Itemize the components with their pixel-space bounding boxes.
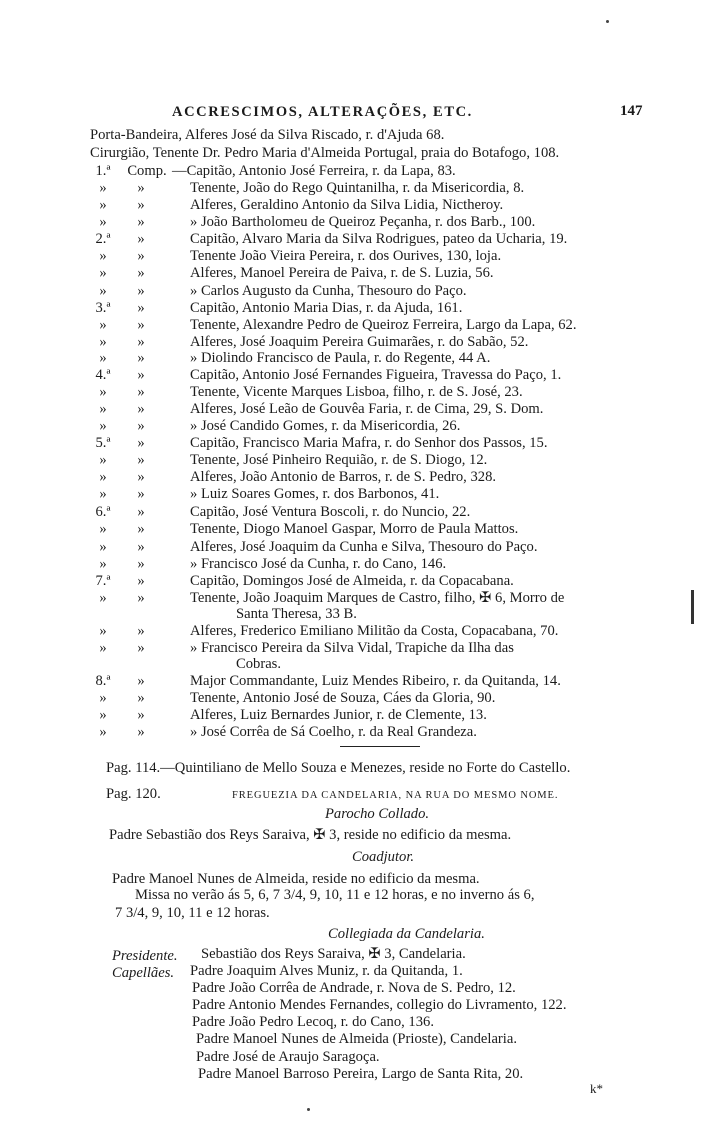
roster-entry: » Diolindo Francisco de Paula, r. do Regente, 44 A. xyxy=(190,350,491,366)
company-number: » xyxy=(99,334,107,350)
roster-entry: Tenente, João Joaquim Marques de Castro, filho, ✠ 6, Morro de xyxy=(190,590,565,606)
running-header: ACCRESCIMOS, ALTERAÇÕES, ETC. xyxy=(172,104,473,120)
roster-entry: Alferes, Luiz Bernardes Junior, r. de Clemente, 13. xyxy=(190,707,487,723)
roster-entry: Tenente João Vieira Pereira, r. dos Ourives, 130, loja. xyxy=(190,248,502,264)
company-column: » xyxy=(137,673,145,689)
company-column: » xyxy=(137,317,145,333)
company-column: » xyxy=(137,590,145,606)
company-number: 7.ª xyxy=(95,573,111,589)
roster-entry: Tenente, João do Rego Quintanilha, r. da Misericordia, 8. xyxy=(190,180,525,196)
roster-entry: Tenente, Vicente Marques Lisboa, filho, r. de S. José, 23. xyxy=(190,384,523,400)
capellaes-label: Capellães. xyxy=(112,965,175,981)
signature-mark: k* xyxy=(590,1081,603,1096)
company-number: » xyxy=(99,724,107,740)
presidente-line: Sebastião dos Reys Saraiva, ✠ 3, Candelaria. xyxy=(201,946,466,962)
company-column: » xyxy=(137,350,145,366)
speck xyxy=(606,20,609,23)
company-column: » xyxy=(137,418,145,434)
company-number: » xyxy=(99,707,107,723)
company-column: » xyxy=(137,283,145,299)
company-number: » xyxy=(99,214,107,230)
page-number: 147 xyxy=(620,103,643,119)
company-column: » xyxy=(137,435,145,451)
capellao-line: Padre João Pedro Lecoq, r. do Cano, 136. xyxy=(192,1014,434,1030)
capellao-line: Padre Antonio Mendes Fernandes, collegio do Livramento, 122. xyxy=(192,997,567,1013)
company-number: » xyxy=(99,265,107,281)
roster-entry: Capitão, José Ventura Boscoli, r. do Nuncio, 22. xyxy=(190,504,471,520)
company-number: 5.ª xyxy=(95,435,111,451)
company-number: » xyxy=(99,486,107,502)
company-number: » xyxy=(99,469,107,485)
capellao-line: Padre Joaquim Alves Muniz, r. da Quitanda, 1. xyxy=(190,963,463,979)
company-column: » xyxy=(137,231,145,247)
company-column: » xyxy=(137,214,145,230)
company-number: » xyxy=(99,539,107,555)
company-number: 1.ª xyxy=(95,163,111,179)
speck xyxy=(307,1108,310,1111)
company-number: » xyxy=(99,690,107,706)
company-number: 4.ª xyxy=(95,367,111,383)
company-column: » xyxy=(137,469,145,485)
company-number: » xyxy=(99,350,107,366)
company-number: » xyxy=(99,640,107,656)
company-column: » xyxy=(137,573,145,589)
roster-entry: » Luiz Soares Gomes, r. dos Barbonos, 41. xyxy=(190,486,440,502)
roster-entry: Tenente, Antonio José de Souza, Cáes da Gloria, 90. xyxy=(190,690,496,706)
company-number: » xyxy=(99,401,107,417)
roster-entry: Capitão, Antonio Maria Dias, r. da Ajuda, 161. xyxy=(190,300,463,316)
company-column: Comp. xyxy=(127,163,167,179)
company-number: » xyxy=(99,556,107,572)
roster-entry: Capitão, Antonio José Fernandes Figueira, Travessa do Paço, 1. xyxy=(190,367,562,383)
collegiada-heading: Collegiada da Candelaria. xyxy=(328,926,485,942)
presidente-label: Presidente. xyxy=(112,948,178,964)
company-column: » xyxy=(137,724,145,740)
company-column: » xyxy=(137,300,145,316)
company-column: » xyxy=(137,640,145,656)
freguezia-title: FREGUEZIA DA CANDELARIA, NA RUA DO MESMO NOME. xyxy=(232,790,559,801)
company-column: » xyxy=(137,452,145,468)
missa-line: 7 3/4, 9, 10, 11 e 12 horas. xyxy=(115,905,270,921)
company-number: » xyxy=(99,248,107,264)
roster-entry: » José Candido Gomes, r. da Misericordia, 26. xyxy=(190,418,461,434)
roster-entry: Alferes, Geraldino Antonio da Silva Lidia, Nictheroy. xyxy=(190,197,504,213)
roster-entry: Tenente, Diogo Manoel Gaspar, Morro de Paula Mattos. xyxy=(190,521,519,537)
capellao-line: Padre Manoel Barroso Pereira, Largo de Santa Rita, 20. xyxy=(198,1066,524,1082)
roster-entry: Alferes, José Joaquim da Cunha e Silva, Thesouro do Paço. xyxy=(190,539,538,555)
company-column: » xyxy=(137,623,145,639)
company-column: » xyxy=(137,248,145,264)
company-column: » xyxy=(137,334,145,350)
company-number: » xyxy=(99,197,107,213)
company-column: » xyxy=(137,504,145,520)
company-number: » xyxy=(99,590,107,606)
company-number: » xyxy=(99,418,107,434)
roster-entry: » José Corrêa de Sá Coelho, r. da Real Grandeza. xyxy=(190,724,477,740)
roster-entry: —Capitão, Antonio José Ferreira, r. da Lapa, 83. xyxy=(172,163,456,179)
coadjutor-line: Padre Manoel Nunes de Almeida, reside no edificio da mesma. xyxy=(112,871,480,887)
company-column: » xyxy=(137,265,145,281)
company-number: » xyxy=(99,384,107,400)
company-number: » xyxy=(99,521,107,537)
intro-line: Porta-Bandeira, Alferes José da Silva Riscado, r. d'Ajuda 68. xyxy=(90,127,445,143)
roster-entry: » Francisco Pereira da Silva Vidal, Trapiche da Ilha das xyxy=(190,640,514,656)
intro-line: Cirurgião, Tenente Dr. Pedro Maria d'Almeida Portugal, praia do Botafogo, 108. xyxy=(90,145,560,161)
roster-entry: Capitão, Francisco Maria Mafra, r. do Senhor dos Passos, 15. xyxy=(190,435,548,451)
pag120-label: Pag. 120. xyxy=(106,786,161,802)
section-divider xyxy=(340,746,420,747)
company-number: » xyxy=(99,283,107,299)
company-number: » xyxy=(99,180,107,196)
roster-entry: Alferes, Frederico Emiliano Militão da Costa, Copacabana, 70. xyxy=(190,623,559,639)
company-column: » xyxy=(137,521,145,537)
missa-line: Missa no verão ás 5, 6, 7 3/4, 9, 10, 11 e 12 horas, e no inverno ás 6, xyxy=(135,887,535,903)
parocho-line: Padre Sebastião dos Reys Saraiva, ✠ 3, reside no edificio da mesma. xyxy=(109,827,512,843)
roster-entry: Santa Theresa, 33 B. xyxy=(236,606,357,622)
roster-entry: Capitão, Domingos José de Almeida, r. da Copacabana. xyxy=(190,573,514,589)
roster-entry: Alferes, Manoel Pereira de Paiva, r. de S. Luzia, 56. xyxy=(190,265,494,281)
roster-entry: Tenente, Alexandre Pedro de Queiroz Ferreira, Largo da Lapa, 62. xyxy=(190,317,577,333)
roster-entry: » João Bartholomeu de Queiroz Peçanha, r. dos Barb., 100. xyxy=(190,214,536,230)
pag114-entry: Pag. 114.—Quintiliano de Mello Souza e Menezes, reside no Forte do Castello. xyxy=(106,760,571,776)
company-column: » xyxy=(137,486,145,502)
company-column: » xyxy=(137,367,145,383)
roster-entry: Alferes, João Antonio de Barros, r. de S. Pedro, 328. xyxy=(190,469,497,485)
company-number: » xyxy=(99,452,107,468)
parocho-heading: Parocho Collado. xyxy=(325,806,430,822)
company-column: » xyxy=(137,707,145,723)
company-number: 8.ª xyxy=(95,673,111,689)
company-column: » xyxy=(137,539,145,555)
roster-entry: Cobras. xyxy=(236,656,281,672)
roster-entry: » Carlos Augusto da Cunha, Thesouro do Paço. xyxy=(190,283,467,299)
margin-mark xyxy=(691,590,694,624)
company-column: » xyxy=(137,384,145,400)
roster-entry: Tenente, José Pinheiro Requião, r. de S. Diogo, 12. xyxy=(190,452,488,468)
capellao-line: Padre José de Araujo Saragoça. xyxy=(196,1049,380,1065)
roster-entry: » Francisco José da Cunha, r. do Cano, 146. xyxy=(190,556,447,572)
company-column: » xyxy=(137,180,145,196)
coadjutor-heading: Coadjutor. xyxy=(352,849,415,865)
company-column: » xyxy=(137,197,145,213)
company-number: » xyxy=(99,317,107,333)
company-number: 2.ª xyxy=(95,231,111,247)
company-column: » xyxy=(137,401,145,417)
roster-entry: Capitão, Alvaro Maria da Silva Rodrigues, pateo da Ucharia, 19. xyxy=(190,231,568,247)
company-number: 3.ª xyxy=(95,300,111,316)
capellao-line: Padre Manoel Nunes de Almeida (Prioste), Candelaria. xyxy=(196,1031,517,1047)
company-column: » xyxy=(137,690,145,706)
company-number: 6.ª xyxy=(95,504,111,520)
roster-entry: Alferes, José Leão de Gouvêa Faria, r. de Cima, 29, S. Dom. xyxy=(190,401,544,417)
capellao-line: Padre João Corrêa de Andrade, r. Nova de S. Pedro, 12. xyxy=(192,980,516,996)
roster-entry: Major Commandante, Luiz Mendes Ribeiro, r. da Quitanda, 14. xyxy=(190,673,561,689)
company-number: » xyxy=(99,623,107,639)
roster-entry: Alferes, José Joaquim Pereira Guimarães, r. do Sabão, 52. xyxy=(190,334,529,350)
company-column: » xyxy=(137,556,145,572)
